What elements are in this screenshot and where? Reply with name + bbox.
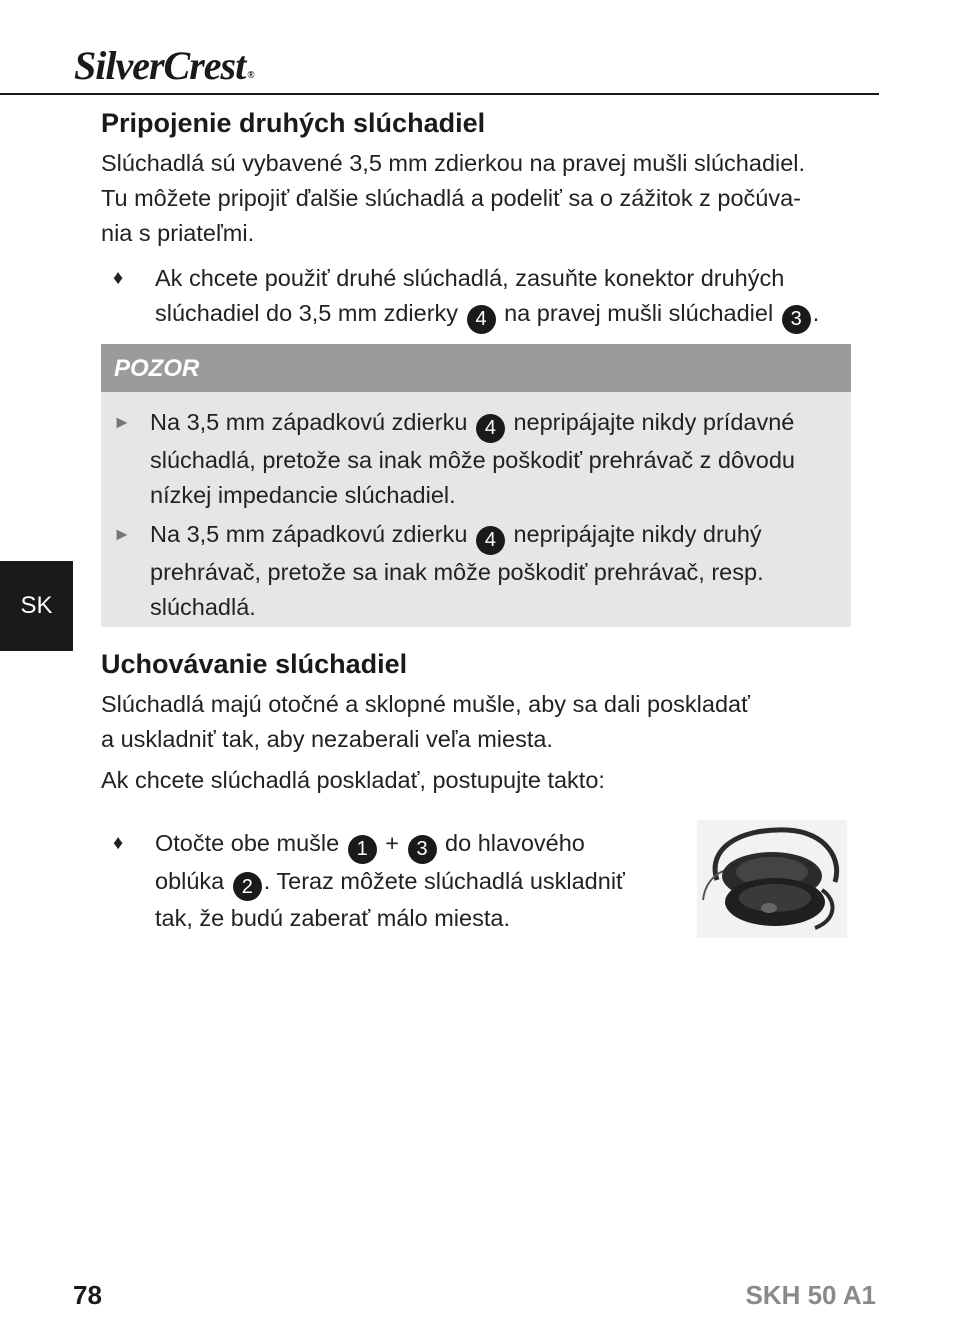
intro-line-2: Tu môžete pripojiť ďalšie slúchadlá a podeliť sa o zážitok z počúva- [101, 185, 801, 211]
page-number: 78 [73, 1280, 102, 1310]
section-title-storage: Uchovávanie slúchadiel [101, 649, 408, 679]
diamond-bullet-icon: ♦ [113, 267, 124, 289]
model-number: SKH 50 A1 [745, 1280, 876, 1310]
brand-logo: SilverCrest ® [74, 43, 254, 88]
callout-number: 4 [467, 305, 496, 334]
storage-line-1: Slúchadlá majú otočné a sklopné mušle, aby sa dali poskladať [101, 691, 750, 717]
intro-line-1: Slúchadlá sú vybavené 3,5 mm zdierkou na pravej mušli slúchadiel. [101, 150, 806, 176]
arrow-bullet-icon: ► [113, 524, 131, 544]
warning-item-1: ► Na 3,5 mm západkovú zdierku 4 nepripájajte nikdy prídavné slúchadlá, pretože sa inak môže poškodiť prehrávač z dôvodu nízkej impedancie slúchadiel. [113, 405, 843, 513]
callout-number: 3 [782, 305, 811, 334]
folded-headphones-image [697, 820, 847, 938]
intro-line-3: nia s priateľmi. [101, 220, 255, 246]
arrow-bullet-icon: ► [113, 412, 131, 432]
callout-number: 4 [476, 414, 505, 443]
storage-intro: Ak chcete slúchadlá poskladať, postupujte takto: [101, 767, 605, 793]
diamond-bullet-icon: ♦ [113, 832, 124, 854]
warning-box [101, 344, 851, 627]
header-rule [0, 93, 879, 95]
warning-title: POZOR [101, 344, 851, 392]
bullet-line-2: slúchadiel do 3,5 mm zdierky 4 na pravej mušli slúchadiel 3 . [155, 296, 819, 334]
section-title-connect: Pripojenie druhých slúchadiel [101, 108, 486, 138]
callout-number: 4 [476, 526, 505, 555]
fold-bullet: ♦ Otočte obe mušle 1 + 3 do hlavového oblúka 2 . Teraz môžete slúchadlá uskladniť tak, že budú zaberať málo miesta. [101, 826, 625, 936]
callout-number: 1 [348, 835, 377, 864]
bullet-line-1: Ak chcete použiť druhé slúchadlá, zasuňte konektor druhých [155, 265, 785, 291]
language-tab: SK [0, 561, 73, 651]
callout-number: 3 [408, 835, 437, 864]
connect-bullet [101, 261, 819, 334]
warning-item-2: ► Na 3,5 mm západkovú zdierku 4 nepripájajte nikdy druhý prehrávač, pretože sa inak môže poškodiť prehrávač, resp. slúchadlá. [113, 517, 843, 625]
storage-line-2: a uskladniť tak, aby nezaberali veľa miesta. [101, 726, 553, 752]
callout-number: 2 [233, 872, 262, 901]
